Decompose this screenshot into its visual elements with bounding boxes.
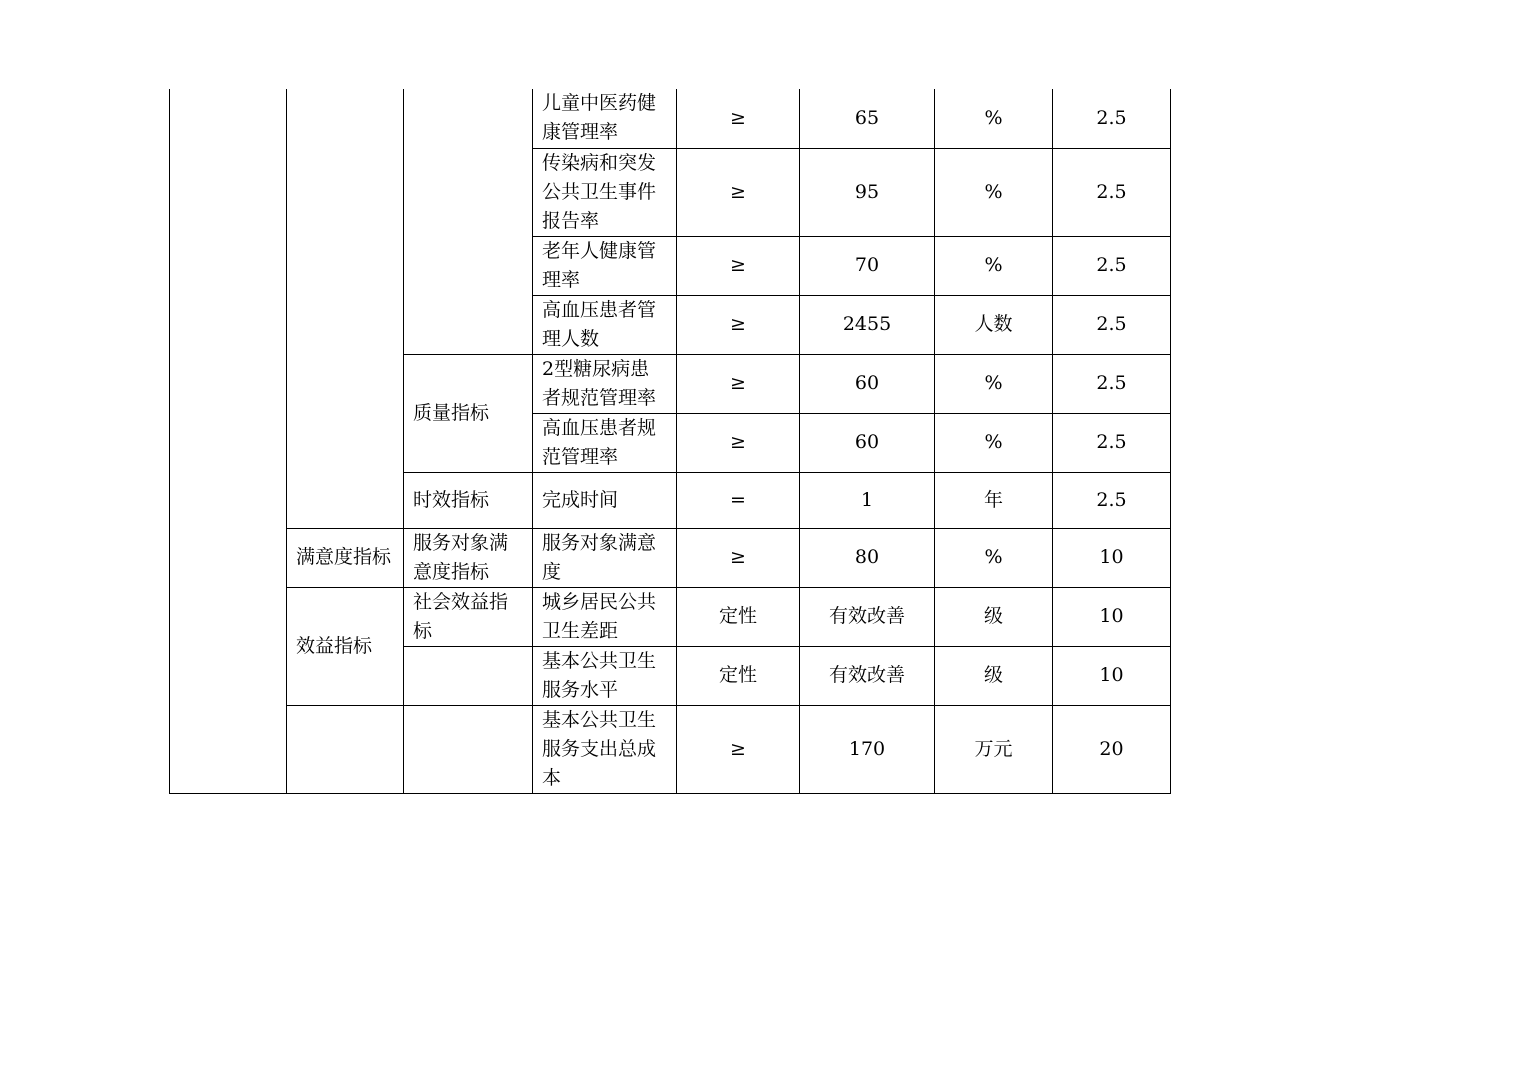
indicator-name: 服务对象满意度 (533, 528, 677, 587)
operator: ≥ (677, 89, 800, 148)
operator: ≥ (677, 236, 800, 295)
unit: % (935, 236, 1053, 295)
unit: % (935, 148, 1053, 236)
indicator-name: 城乡居民公共卫生差距 (533, 587, 677, 646)
score: 2.5 (1053, 89, 1171, 148)
score: 10 (1053, 646, 1171, 705)
unit: 人数 (935, 295, 1053, 354)
target-value: 有效改善 (800, 587, 935, 646)
operator: ≥ (677, 528, 800, 587)
operator: 定性 (677, 587, 800, 646)
score: 2.5 (1053, 472, 1171, 528)
score: 20 (1053, 705, 1171, 793)
level2-cell (287, 89, 404, 528)
operator: ≥ (677, 705, 800, 793)
level3-cell (404, 89, 533, 354)
target-value: 60 (800, 413, 935, 472)
target-value: 70 (800, 236, 935, 295)
table-row (170, 528, 1171, 587)
score: 2.5 (1053, 354, 1171, 413)
level3-cell (404, 705, 533, 793)
unit: 级 (935, 646, 1053, 705)
indicator-name: 高血压患者规范管理率 (533, 413, 677, 472)
level3-cell: 服务对象满意度指标 (404, 528, 533, 587)
target-value: 2455 (800, 295, 935, 354)
level1-cell (170, 89, 287, 793)
target-value: 80 (800, 528, 935, 587)
level3-cell: 社会效益指标 (404, 587, 533, 646)
table-row (170, 89, 1171, 148)
level3-cell (404, 646, 533, 705)
score: 2.5 (1053, 148, 1171, 236)
operator: ≥ (677, 413, 800, 472)
target-value: 60 (800, 354, 935, 413)
indicator-name: 老年人健康管理率 (533, 236, 677, 295)
operator: ≥ (677, 148, 800, 236)
indicator-name: 2型糖尿病患者规范管理率 (533, 354, 677, 413)
performance-indicator-table (169, 89, 1171, 794)
level3-cell: 时效指标 (404, 472, 533, 528)
indicator-name: 基本公共卫生服务支出总成本 (533, 705, 677, 793)
level3-cell: 质量指标 (404, 354, 533, 472)
operator: = (677, 472, 800, 528)
unit: % (935, 89, 1053, 148)
unit: % (935, 528, 1053, 587)
target-value: 170 (800, 705, 935, 793)
table-row (170, 587, 1171, 646)
target-value: 65 (800, 89, 935, 148)
level2-cell (287, 705, 404, 793)
score: 10 (1053, 528, 1171, 587)
target-value: 有效改善 (800, 646, 935, 705)
target-value: 95 (800, 148, 935, 236)
unit: 级 (935, 587, 1053, 646)
unit: % (935, 413, 1053, 472)
indicator-name: 基本公共卫生服务水平 (533, 646, 677, 705)
operator: ≥ (677, 295, 800, 354)
unit: % (935, 354, 1053, 413)
score: 2.5 (1053, 295, 1171, 354)
operator: 定性 (677, 646, 800, 705)
target-value: 1 (800, 472, 935, 528)
indicator-name: 传染病和突发公共卫生事件报告率 (533, 148, 677, 236)
unit: 万元 (935, 705, 1053, 793)
level2-cell: 效益指标 (287, 587, 404, 705)
indicator-name: 完成时间 (533, 472, 677, 528)
operator: ≥ (677, 354, 800, 413)
indicator-name: 高血压患者管理人数 (533, 295, 677, 354)
score: 2.5 (1053, 236, 1171, 295)
score: 10 (1053, 587, 1171, 646)
score: 2.5 (1053, 413, 1171, 472)
level2-cell: 满意度指标 (287, 528, 404, 587)
unit: 年 (935, 472, 1053, 528)
indicator-name: 儿童中医药健康管理率 (533, 89, 677, 148)
table-row (170, 705, 1171, 793)
